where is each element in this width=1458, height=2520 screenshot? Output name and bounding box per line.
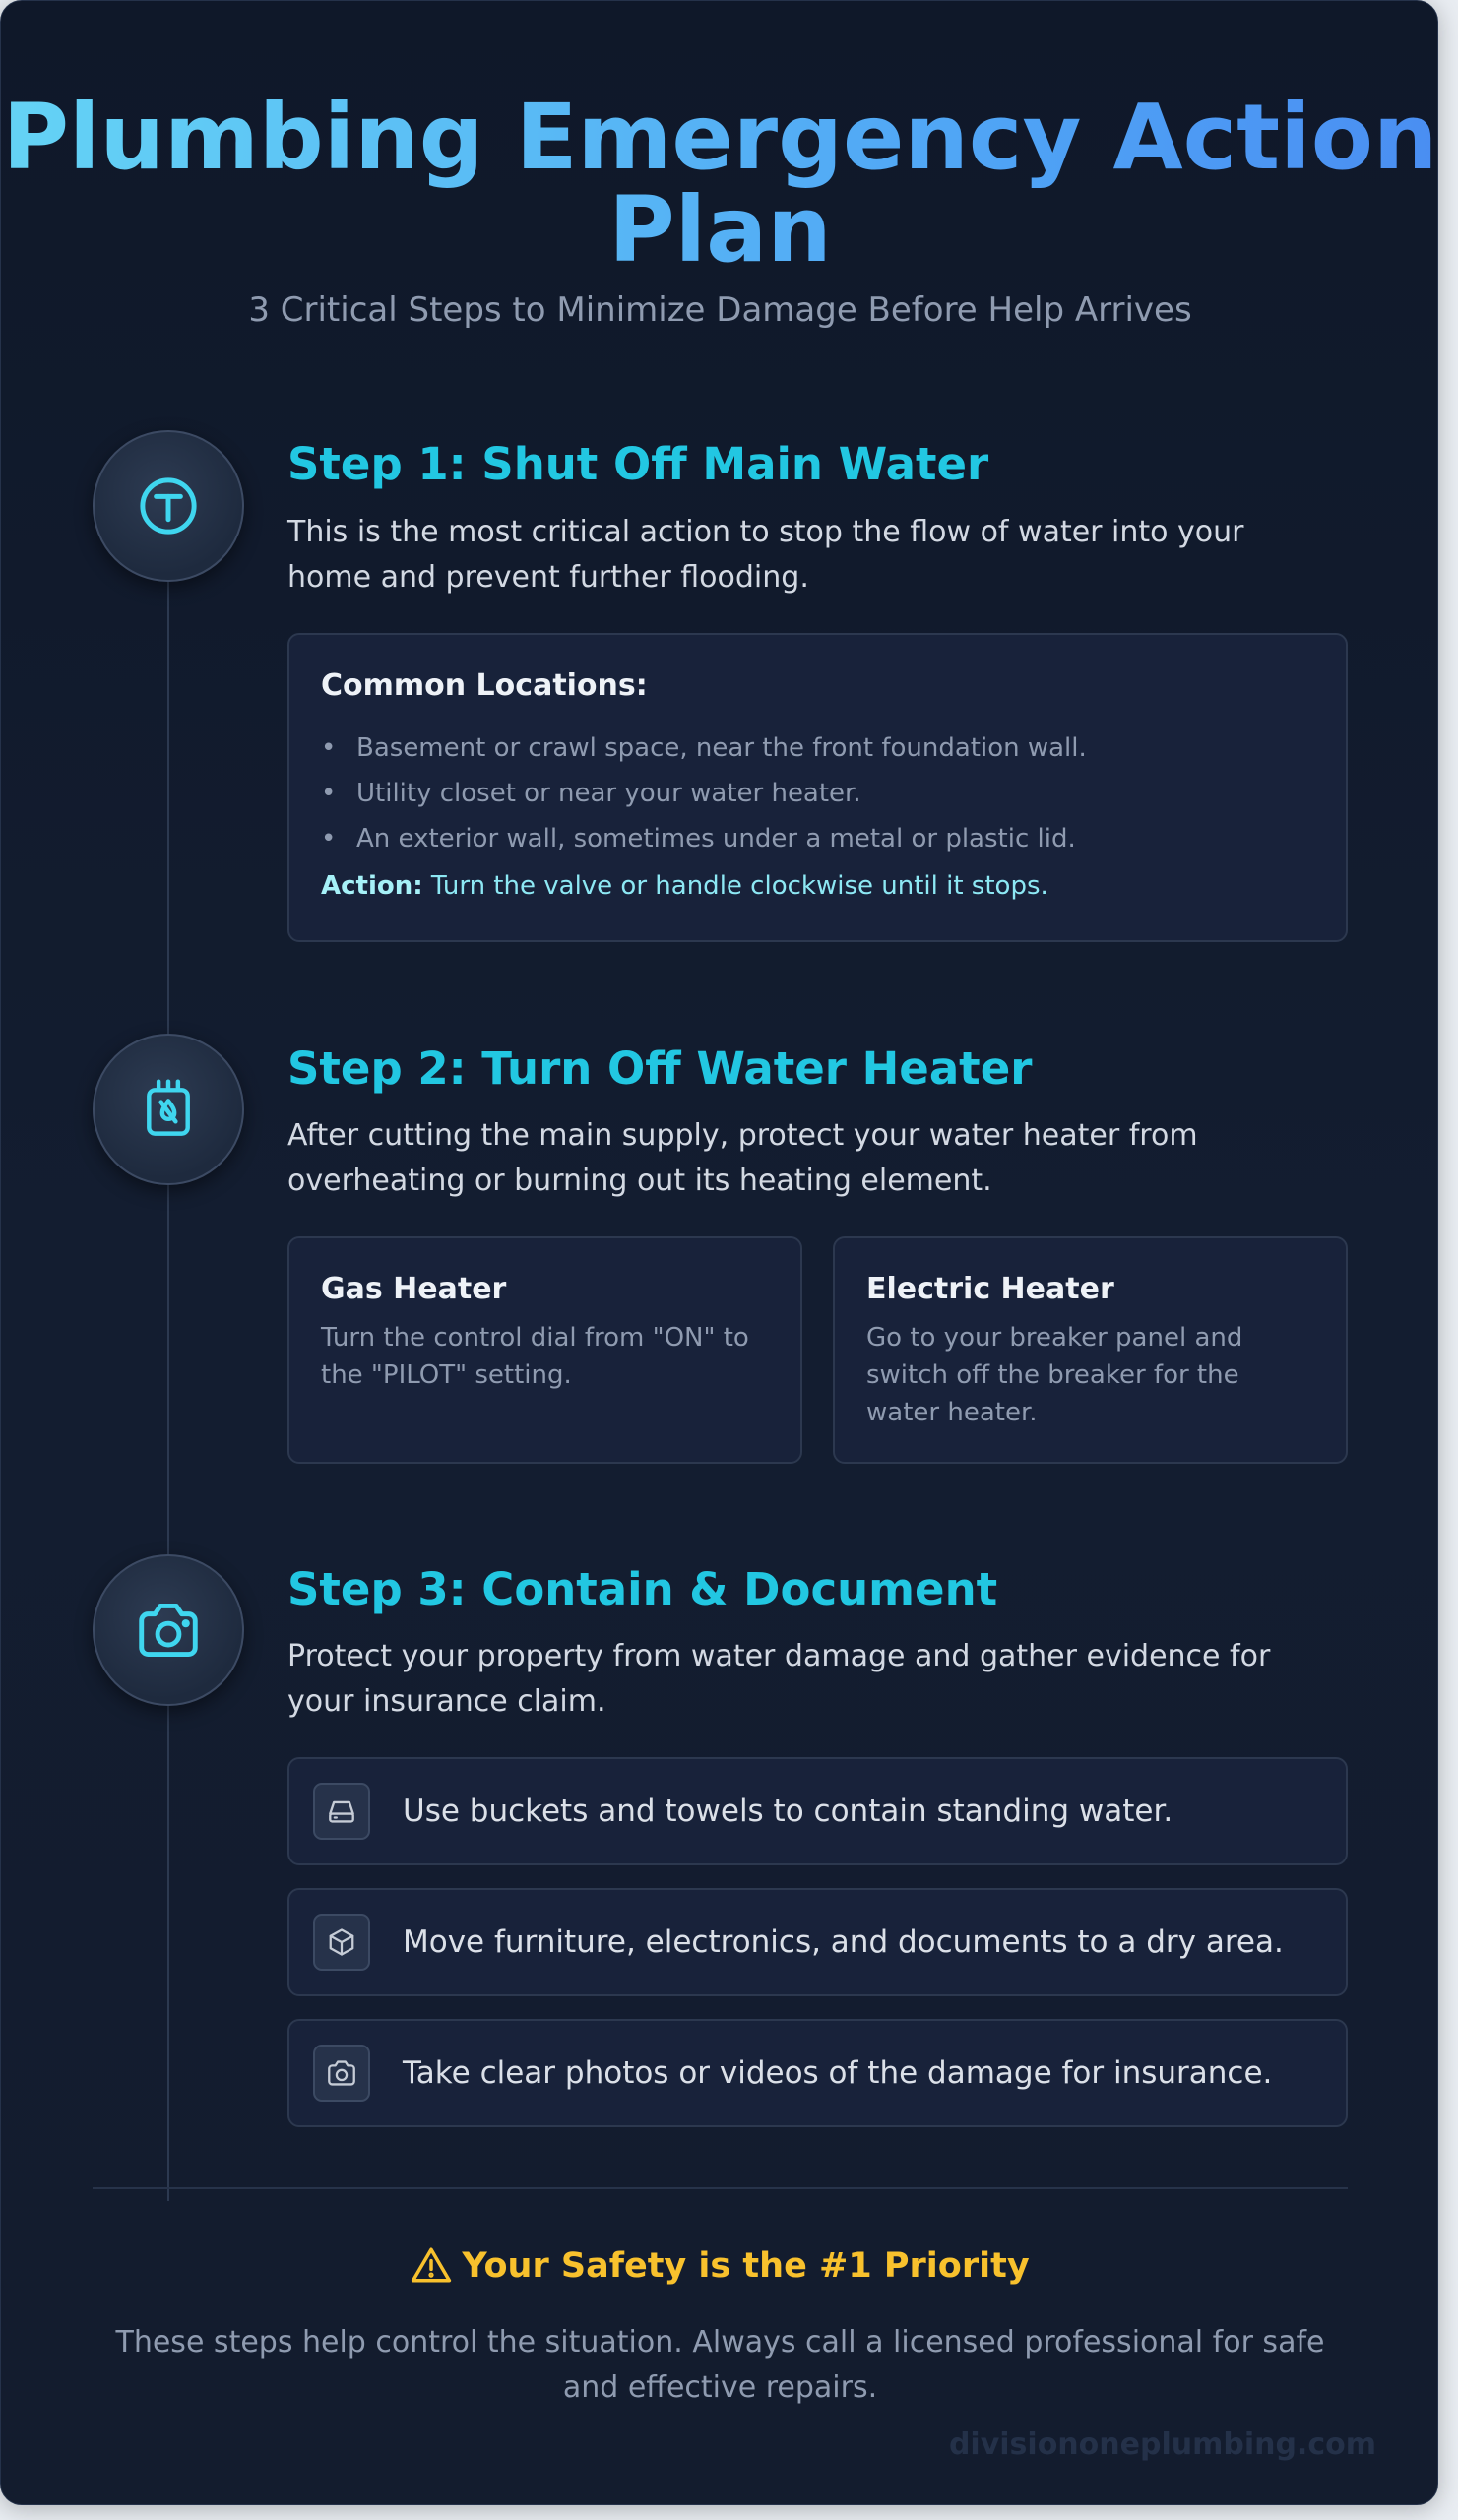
- gas-heater-box: [287, 1236, 802, 1464]
- action-text: Turn the valve or handle clockwise until it stops.: [430, 871, 1048, 901]
- electric-heater-box: [833, 1236, 1348, 1464]
- electric-heater-heading: Electric Heater: [866, 1272, 1114, 1306]
- electric-heater-text: Go to your breaker panel and switch off the breaker for the water heater.: [866, 1323, 1243, 1427]
- list-item: [287, 2019, 1348, 2127]
- action-label: Action:: [321, 871, 423, 901]
- warning-icon: [411, 2245, 452, 2285]
- box-icon: [313, 1914, 370, 1971]
- list-item: • An exterior wall, sometimes under a metal or plastic lid.: [321, 816, 1087, 861]
- locations-heading: Common Locations:: [321, 668, 648, 703]
- step2-title: Step 2: Turn Off Water Heater: [287, 1042, 1033, 1095]
- step3-title: Step 3: Contain & Document: [287, 1563, 998, 1615]
- list-item: • Basement or crawl space, near the front foundation wall.: [321, 725, 1087, 771]
- safety-title: Your Safety is the #1 Priority: [462, 2246, 1030, 2286]
- camera-icon: [313, 2045, 370, 2102]
- gas-heater-heading: Gas Heater: [321, 1272, 507, 1306]
- bucket-icon: [313, 1783, 370, 1840]
- timeline-line: [167, 552, 169, 2201]
- item-text: Take clear photos or videos of the damage for insurance.: [403, 2055, 1273, 2091]
- water-heater-icon: [93, 1034, 244, 1185]
- action-instruction: [321, 871, 1048, 901]
- safety-heading: [1, 2245, 1438, 2286]
- step1-title: Step 1: Shut Off Main Water: [287, 438, 989, 490]
- locations-list: [321, 725, 1087, 861]
- step2-description: After cutting the main supply, protect your water heater from overheating or burning out its heating element.: [287, 1118, 1198, 1198]
- list-item: [287, 1757, 1348, 1865]
- item-text: Use buckets and towels to contain standing water.: [403, 1794, 1173, 1829]
- divider: [93, 2187, 1348, 2189]
- step1-description: This is the most critical action to stop the flow of water into your home and prevent further flooding.: [287, 515, 1244, 595]
- watermark: divisiononeplumbing.com: [948, 2427, 1376, 2462]
- page-title: Plumbing Emergency Action Plan: [2, 85, 1438, 283]
- camera-icon: [93, 1554, 244, 1706]
- item-text: Move furniture, electronics, and documents to a dry area.: [403, 1924, 1284, 1960]
- gas-heater-text: Turn the control dial from "ON" to the "PILOT" setting.: [321, 1323, 749, 1390]
- list-item: • Utility closet or near your water heater.: [321, 771, 1087, 816]
- step3-description: Protect your property from water damage and gather evidence for your insurance claim.: [287, 1639, 1271, 1719]
- footer-note: These steps help control the situation. Always call a licensed professional for safe and effective repairs.: [115, 2325, 1325, 2405]
- page-subtitle: 3 Critical Steps to Minimize Damage Before Help Arrives: [248, 290, 1192, 330]
- common-locations-box: [287, 633, 1348, 942]
- valve-icon: [93, 430, 244, 582]
- list-item: [287, 1888, 1348, 1996]
